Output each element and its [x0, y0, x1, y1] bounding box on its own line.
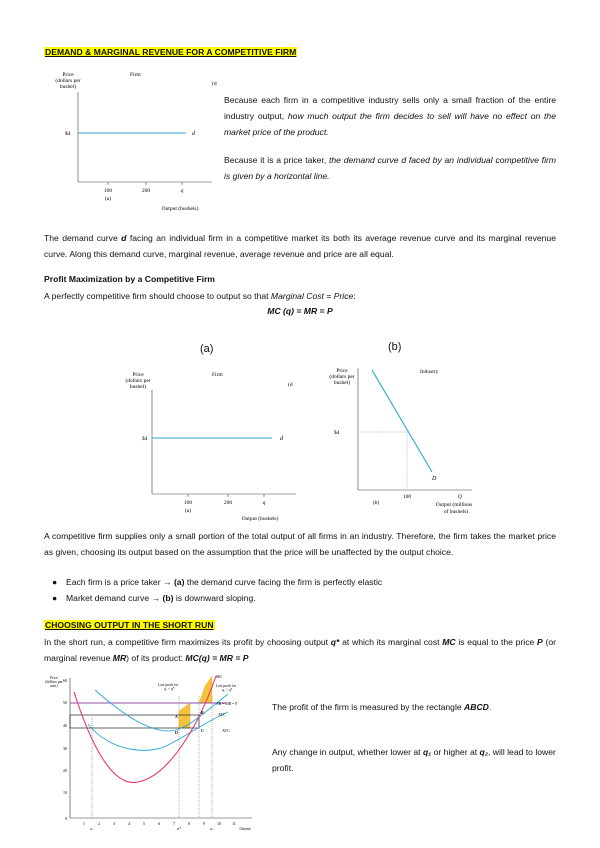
short-run-profit-graph [40, 672, 262, 830]
svg-text:3: 3 [113, 821, 115, 826]
d-label: d [280, 436, 283, 442]
svg-text:0: 0 [65, 816, 67, 821]
svg-text:10: 10 [217, 821, 221, 826]
svg-text:200: 200 [223, 500, 233, 506]
svg-text:11: 11 [232, 821, 236, 826]
svg-text:(d: (d [288, 382, 293, 388]
svg-text:Output: Output [239, 826, 251, 830]
tick-200: 200 [141, 188, 151, 194]
firm-demand-graph-2a [112, 362, 302, 524]
firm-label: Firm [212, 372, 223, 378]
svg-text:q: q [262, 500, 266, 506]
svg-text:Q: Q [458, 494, 462, 500]
svg-text:100: 100 [402, 494, 412, 500]
avc-curve [88, 712, 228, 750]
svg-text:AVC: AVC [222, 728, 230, 733]
svg-text:Lost profit for: Lost profit for [158, 683, 179, 687]
svg-text:40: 40 [63, 723, 67, 728]
price-label: $4 [334, 430, 340, 436]
svg-text:q₂ > q*: q₂ > q* [222, 688, 233, 692]
y-title-3: bushel) [59, 84, 77, 90]
mc-curve [74, 676, 216, 783]
svg-text:(dollars per: (dollars per [45, 680, 63, 684]
industry-demand-graph-2b [302, 362, 480, 524]
y-title-1: Price [62, 72, 74, 78]
bullet-item: ● Each firm is a price taker → (a) the demand curve facing the firm is perfectly elastic [52, 577, 383, 587]
svg-text:Output (bushels): Output (bushels) [241, 516, 279, 522]
svg-text:(dollars per: (dollars per [329, 374, 355, 380]
paragraph-price-taker: A competitive firm supplies only a small portion of the total output of all firms in an industry. Therefore, the firm takes the market price as given, choosing its output based on the assumption that the price will be unaffected by the output choice. [44, 531, 556, 557]
svg-text:2: 2 [98, 821, 100, 826]
svg-text:10: 10 [63, 790, 67, 795]
svg-text:Lost profit for: Lost profit for [216, 684, 237, 688]
price-label: $4 [65, 131, 71, 137]
industry-label: Industry [420, 369, 439, 375]
svg-text:q*: q* [177, 826, 181, 830]
svg-text:7: 7 [173, 821, 175, 826]
svg-text:6: 6 [158, 821, 160, 826]
svg-text:20: 20 [63, 768, 67, 773]
paragraph-demand-curve: The demand curve d facing an individual firm in a competitive market its both its average revenue curve and its marginal revenue curve. Along this demand curve, marginal revenue, average revenue and price are all equal. [44, 233, 556, 259]
svg-text:Price: Price [50, 676, 58, 680]
side-paragraph-profit: The profit of the firm is measured by the rectangle ABCD. [272, 702, 492, 712]
panel-a: (a) [104, 196, 112, 202]
svg-text:q₂: q₂ [210, 826, 214, 830]
svg-text:of bushels): of bushels) [443, 509, 469, 515]
svg-text:5: 5 [143, 821, 145, 826]
price-label: $4 [142, 436, 148, 442]
side-paragraph-1: Because each firm in a competitive industry sells only a small fraction of the entire industry output, how much output the firm decides to sell will have no effect on the market price of the product. [224, 95, 556, 137]
section-heading-short-run: CHOOSING OUTPUT IN THE SHORT RUN [45, 620, 214, 630]
fig-label-a: (a) [200, 343, 214, 355]
svg-text:Price: Price [336, 368, 348, 374]
section-heading-demand: DEMAND & MARGINAL REVENUE FOR A COMPETITIVE FIRM [45, 47, 297, 57]
d-label: d [192, 131, 195, 137]
svg-text:Price: Price [132, 372, 144, 378]
svg-text:(a): (a) [184, 508, 192, 514]
svg-text:q₁: q₁ [90, 826, 94, 830]
svg-text:8: 8 [188, 821, 190, 826]
side-paragraph-2: Because it is a price taker, the demand curve d faced by an individual competitive firm is given by a horizontal line. [224, 155, 556, 181]
svg-text:(dollars per: (dollars per [125, 378, 151, 384]
lost-profit-right-area [199, 676, 212, 703]
side-paragraph-change: Any change in output, whether lower at q₁ or higher at q₂, will lead to lower profit. [272, 747, 556, 773]
svg-text:1: 1 [83, 821, 85, 826]
fig-label-b: (b) [388, 341, 402, 353]
svg-text:Output (millions: Output (millions [435, 502, 473, 508]
q-label: q [180, 188, 184, 194]
D-label: D [432, 476, 437, 482]
svg-text:q₁ < q*: q₁ < q* [164, 687, 175, 691]
svg-text:D: D [175, 730, 178, 735]
profit-max-formula: MC (q) = MR = P [267, 306, 333, 316]
svg-text:9: 9 [203, 821, 205, 826]
paragraph-short-run: In the short run, a competitive firm maximizes its profit by choosing output q* at which its marginal cost MC is equal to the price P (or marginal revenue MR) of its product: MC(q) = MR = P [44, 637, 556, 663]
svg-text:60: 60 [63, 678, 67, 683]
svg-text:(b): (b) [372, 500, 380, 506]
firm-demand-graph-1 [44, 68, 224, 220]
d-top-label: (d [212, 81, 217, 87]
tick-100: 100 [103, 188, 113, 194]
svg-text:AR = MR = P: AR = MR = P [216, 702, 238, 706]
svg-text:ATC: ATC [218, 712, 226, 717]
bullet-item: ● Market demand curve → (b) is downward sloping. [52, 593, 256, 603]
svg-text:bushel): bushel) [129, 384, 147, 390]
profit-max-title: Profit Maximization by a Competitive Firm [44, 274, 215, 284]
x-title: Output (bushels) [161, 206, 199, 212]
firm-label: Firm [130, 72, 141, 78]
svg-text:100: 100 [183, 500, 193, 506]
svg-text:bushel): bushel) [333, 380, 351, 386]
svg-text:B: B [201, 710, 204, 715]
svg-text:50: 50 [63, 700, 67, 705]
y-title-2: (dollars per [55, 78, 81, 84]
svg-text:MC: MC [216, 674, 223, 679]
svg-text:30: 30 [63, 746, 67, 751]
svg-text:A: A [175, 714, 178, 719]
market-demand-line [372, 370, 432, 472]
svg-text:C: C [201, 728, 204, 733]
profit-max-line: A perfectly competitive firm should choose to output so that Marginal Cost = Price: [44, 291, 356, 301]
svg-text:4: 4 [128, 821, 130, 826]
bullet-list [44, 574, 556, 606]
svg-text:unit): unit) [50, 684, 58, 688]
